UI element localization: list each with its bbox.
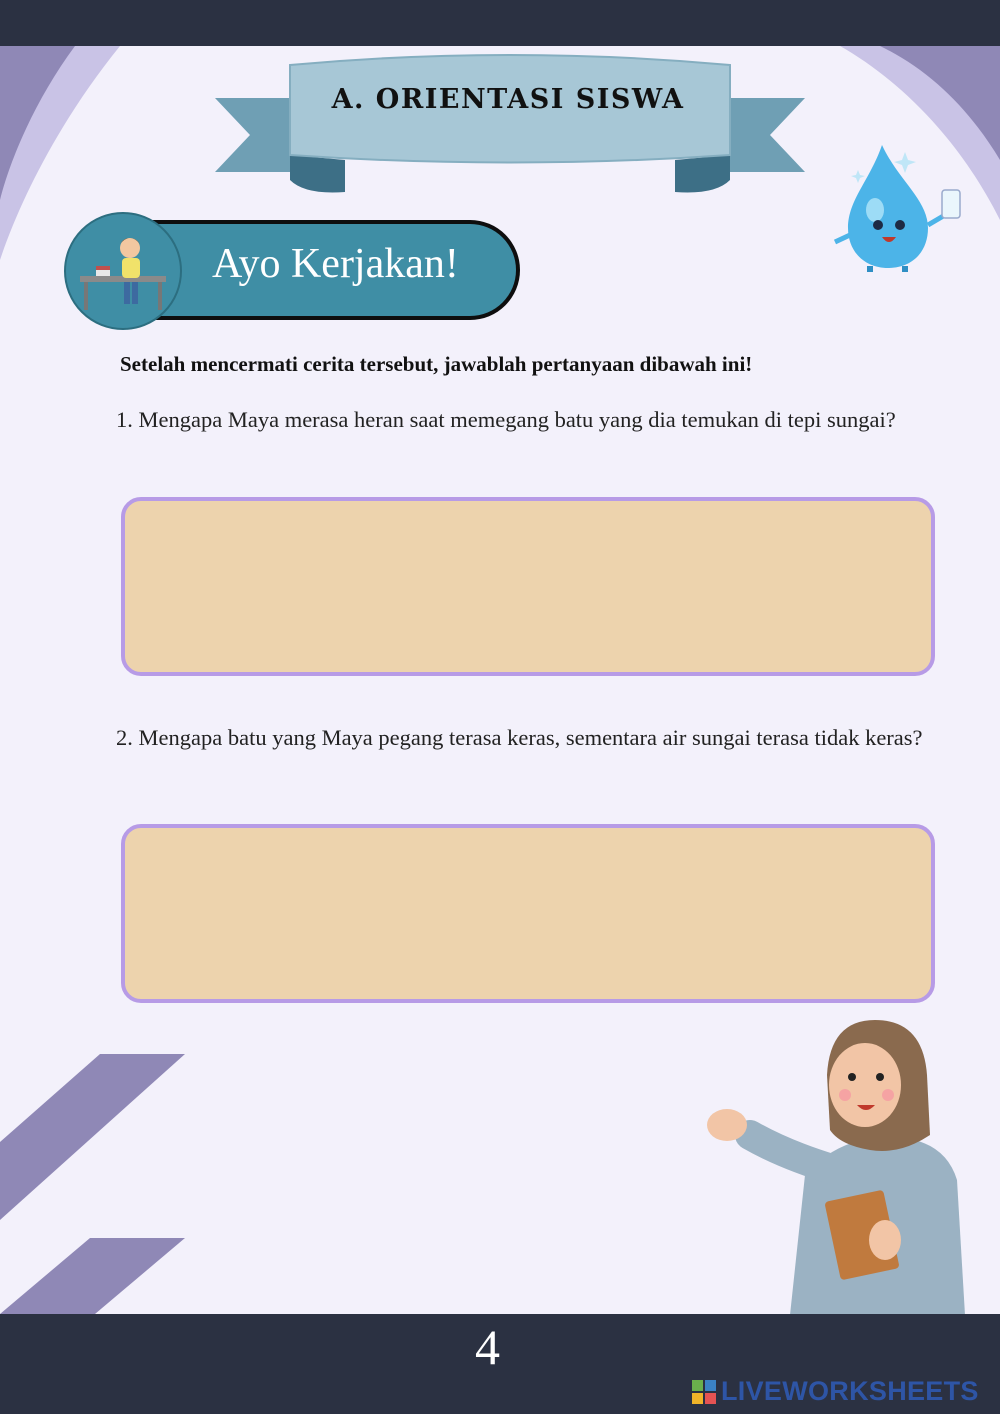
- answer-2-input[interactable]: [121, 824, 935, 1003]
- question-2-text: 2. Mengapa batu yang Maya pegang terasa keras, sementara air sungai terasa tidak keras?: [116, 725, 923, 750]
- ribbon-banner: [210, 50, 810, 200]
- brand-name: LIVEWORKSHEETS: [721, 1376, 979, 1406]
- water-drop-mascot-icon: [830, 140, 970, 275]
- answer-1-input[interactable]: [121, 497, 935, 676]
- question-1-text: 1. Mengapa Maya merasa heran saat memegang batu yang dia temukan di tepi sungai?: [116, 407, 896, 432]
- student-badge-circle: [64, 212, 182, 330]
- student-at-desk-icon: [66, 214, 180, 328]
- teacher-illustration: [695, 1015, 975, 1315]
- instruction-text: Setelah mencermati cerita tersebut, jawablah pertanyaan dibawah ini!: [120, 352, 753, 376]
- brand-logo: [692, 1376, 979, 1407]
- page-number: 4: [475, 1319, 500, 1375]
- page-title: A. ORIENTASI SISWA: [331, 84, 685, 115]
- top-bar: [0, 0, 1000, 46]
- liveworksheets-logo-icon: [692, 1380, 716, 1404]
- section-badge-label: Ayo Kerjakan!: [212, 241, 459, 287]
